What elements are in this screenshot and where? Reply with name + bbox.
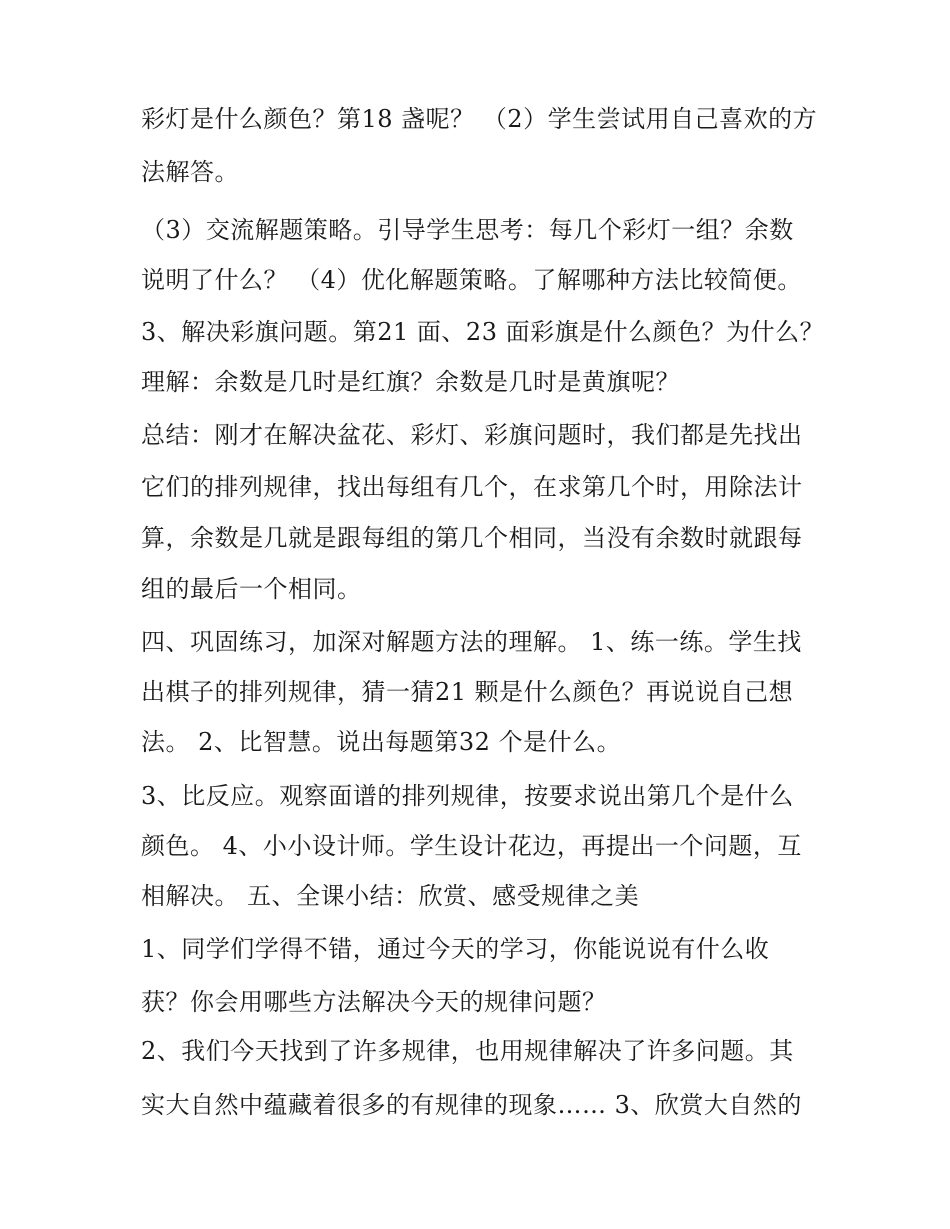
text-line: 出棋子的排列规律，猜一猜21 颗是什么颜色？再说说自己想 [141,678,794,706]
text-line: 彩灯是什么颜色？第18 盏呢？ （2）学生尝试用自己喜欢的方 [141,105,818,133]
text-line: 获？你会用哪些方法解决今天的规律问题？ [141,988,607,1016]
text-line: 实大自然中蕴藏着很多的有规律的现象…… 3、欣赏大自然的 [141,1091,802,1119]
text-line: 2、我们今天找到了许多规律，也用规律解决了许多问题。其 [141,1037,794,1065]
text-line: 颜色。 4、小小设计师。学生设计花边，再提出一个问题，互 [141,832,802,860]
text-line: （3）交流解题策略。引导学生思考：每几个彩灯一组？余数 [141,216,794,244]
text-line: 3、比反应。观察面谱的排列规律，按要求说出第几个是什么 [141,782,794,810]
text-line: 算，余数是几就是跟每组的第几个相同，当没有余数时就跟每 [141,524,803,552]
text-line: 相解决。 五、全课小结：欣赏、感受规律之美 [141,882,640,910]
text-line: 1、同学们学得不错，通过今天的学习，你能说说有什么收 [141,935,770,963]
text-line: 理解：余数是几时是红旗？余数是几时是黄旗呢？ [141,368,680,396]
text-line: 它们的排列规律，找出每组有几个，在求第几个时，用除法计 [141,473,803,501]
text-line: 说明了什么？ （4）优化解题策略。了解哪种方法比较简便。 [141,266,802,294]
text-line: 法。 2、比智慧。说出每题第32 个是什么。 [141,728,622,756]
text-line: 组的最后一个相同。 [141,575,362,603]
text-line: 四、巩固练习，加深对解题方法的理解。 1、练一练。学生找 [141,628,802,656]
text-line: 总结：刚才在解决盆花、彩灯、彩旗问题时，我们都是先找出 [141,421,803,449]
text-line: 3、解决彩旗问题。第21 面、23 面彩旗是什么颜色？为什么？ [141,318,825,346]
text-line: 法解答。 [141,158,239,186]
